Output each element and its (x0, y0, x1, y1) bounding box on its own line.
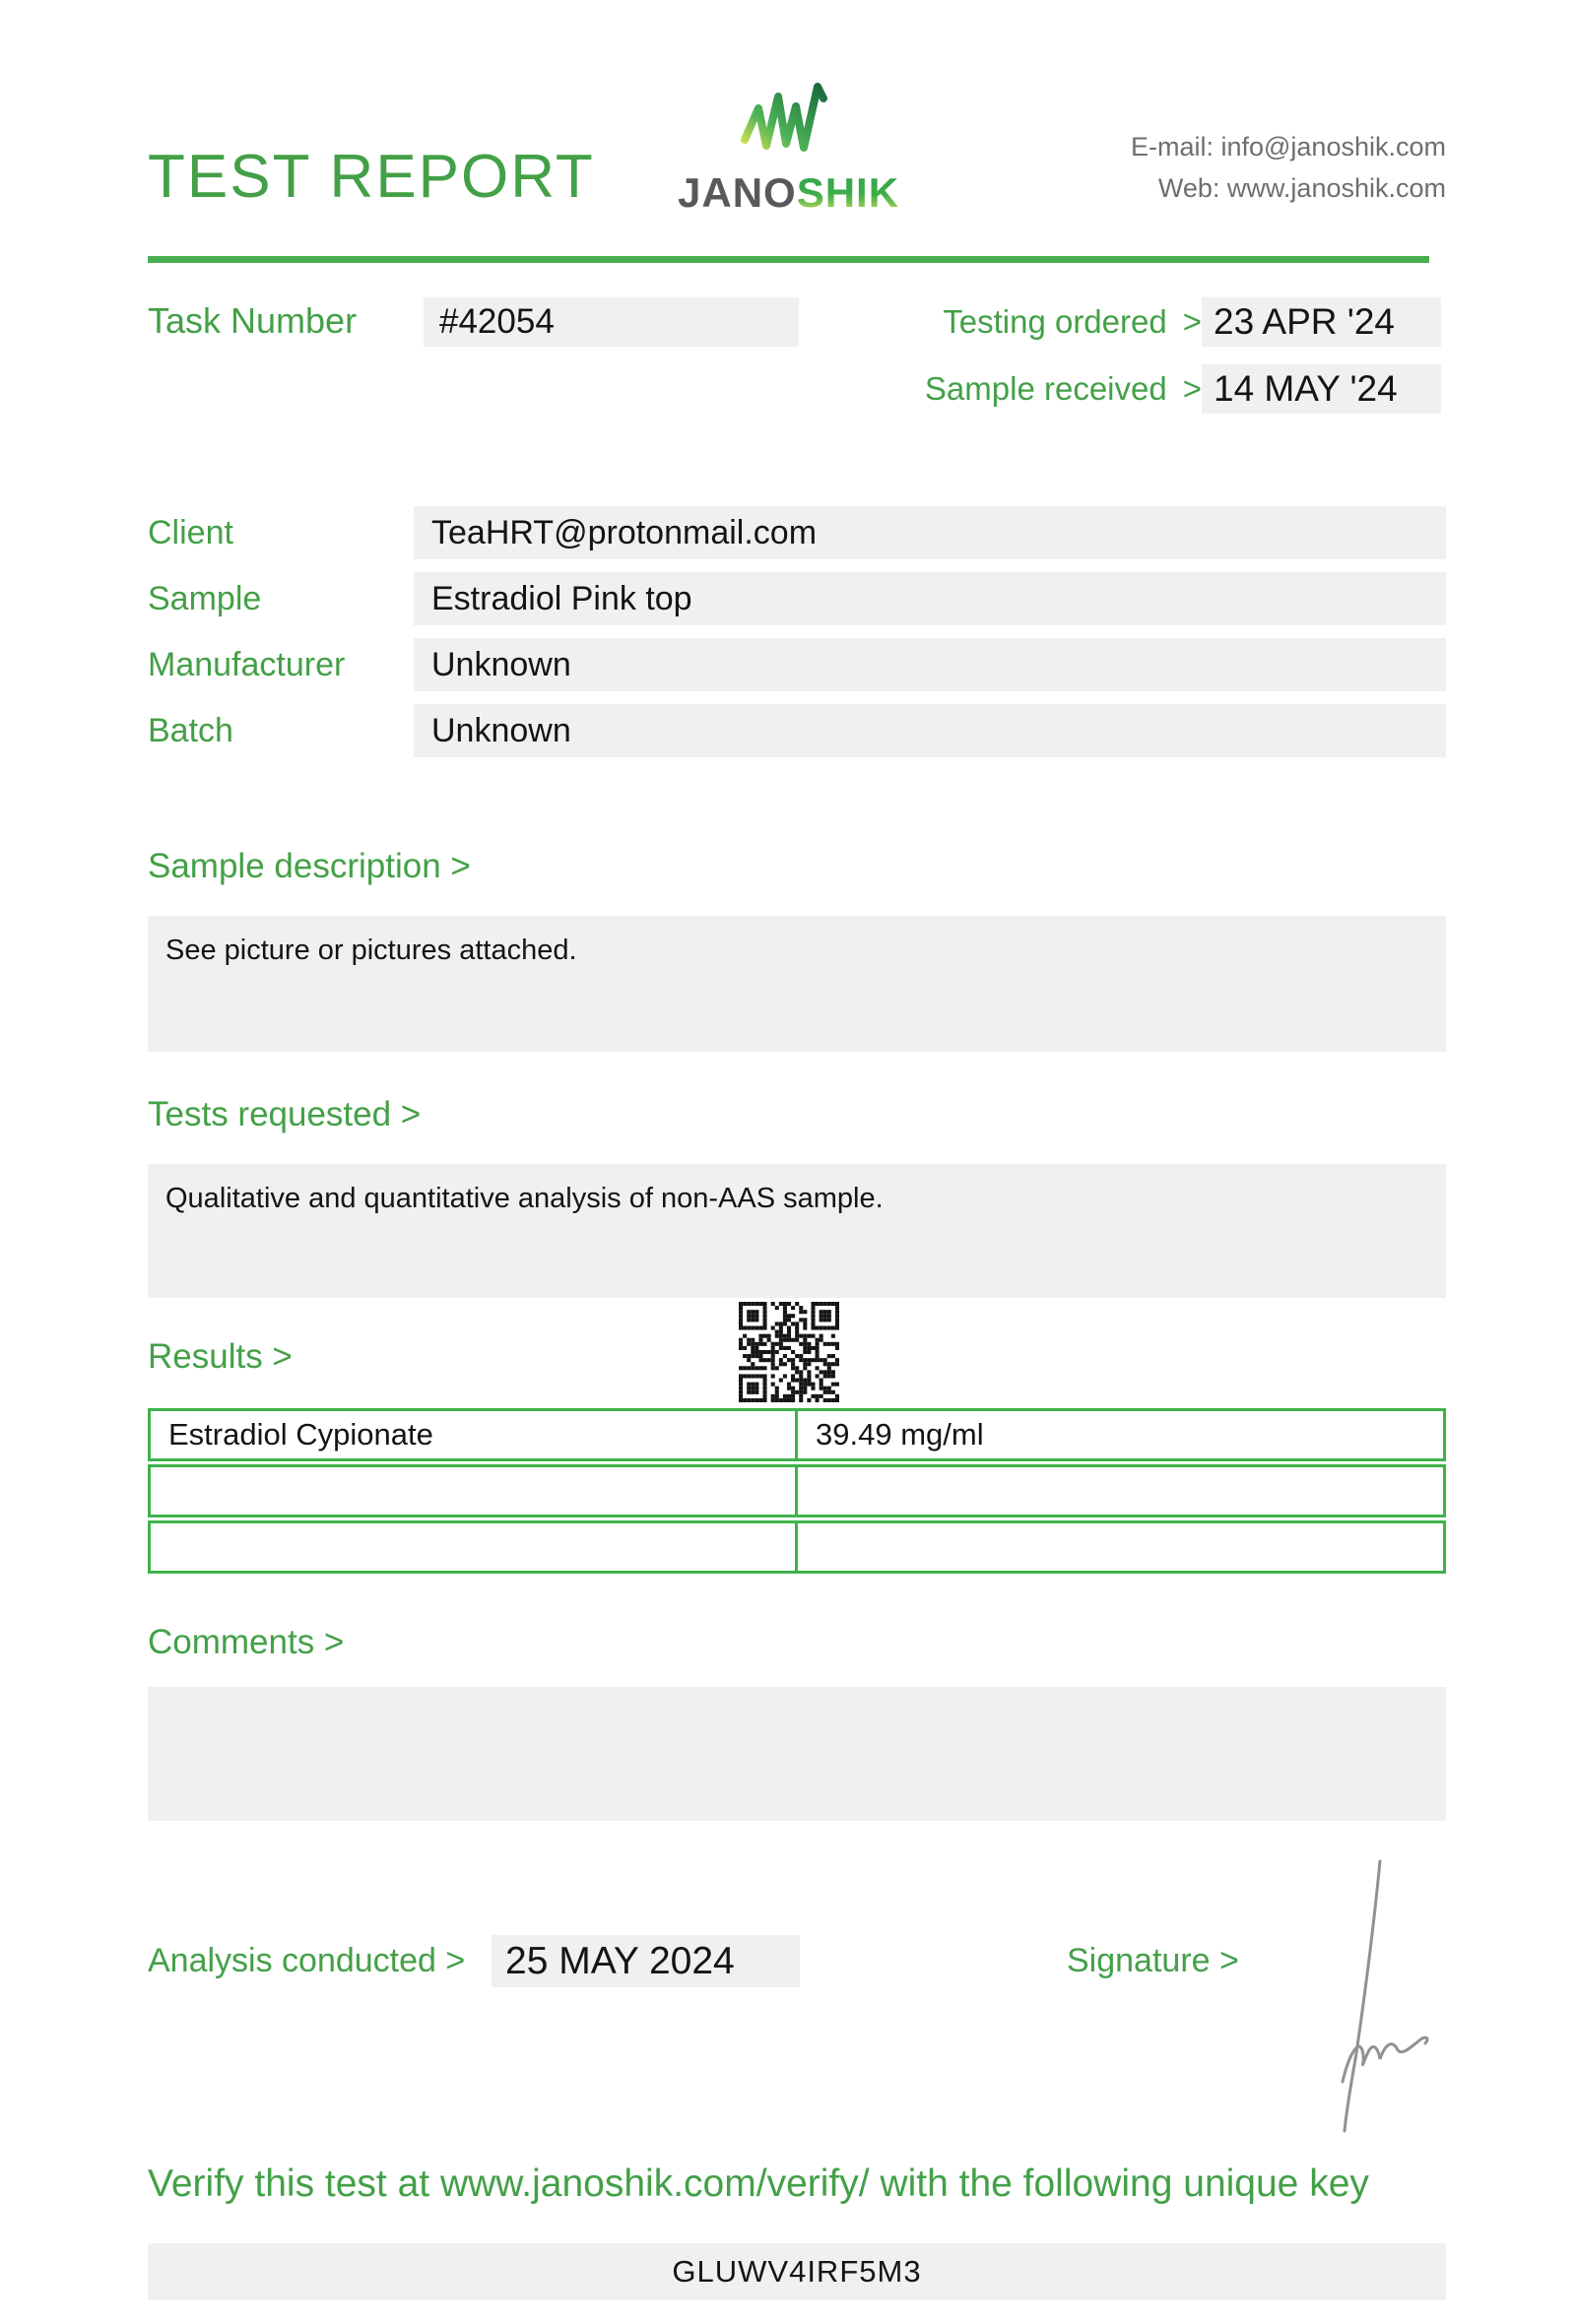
signature-label: Signature > (1067, 1942, 1239, 1979)
tests-requested-box: Qualitative and quantitative analysis of non-AAS sample. (148, 1164, 1446, 1298)
contact-email: E-mail: info@janoshik.com (1130, 132, 1446, 161)
task-number-value: #42054 (424, 297, 799, 347)
testing-ordered-text: Testing ordered (943, 303, 1167, 340)
substance-cell (151, 1467, 798, 1515)
batch-label: Batch (148, 712, 233, 749)
result-cell (798, 1467, 1443, 1515)
arrow-glyph: > (1182, 303, 1202, 340)
client-value: TeaHRT@protonmail.com (414, 506, 1446, 559)
sample-received-label (818, 364, 1202, 414)
comments-heading: Comments > (148, 1623, 345, 1661)
qr-code-icon (739, 1302, 839, 1402)
tests-requested-heading: Tests requested > (148, 1095, 422, 1133)
result-row (148, 1464, 1446, 1517)
contact-web: Web: www.janoshik.com (1157, 173, 1446, 203)
signature-image (1315, 1853, 1453, 2134)
sample-label: Sample (148, 580, 262, 617)
header-divider (148, 256, 1429, 263)
client-label: Client (148, 514, 233, 551)
sample-value: Estradiol Pink top (414, 572, 1446, 625)
testing-ordered-value: 23 APR '24 (1202, 297, 1441, 347)
result-cell: 39.49 mg/ml (816, 1417, 984, 1452)
brand-name (678, 169, 898, 217)
sample-description-box: See picture or pictures attached. (148, 916, 1446, 1052)
brand-name-shik: SHIK (796, 169, 900, 216)
sample-received-value: 14 MAY '24 (1202, 364, 1441, 414)
results-heading: Results > (148, 1337, 293, 1376)
unique-key-value: GLUWV4IRF5M3 (148, 2243, 1446, 2300)
growth-chart-icon (739, 79, 835, 163)
sample-received-text: Sample received (924, 370, 1167, 407)
task-number-label: Task Number (148, 300, 358, 341)
result-row (148, 1408, 1446, 1461)
page-title: TEST REPORT (148, 143, 595, 211)
analysis-conducted-label: Analysis conducted > (148, 1942, 466, 1979)
substance-cell (151, 1523, 798, 1571)
result-cell (798, 1523, 1443, 1571)
analysis-date-value: 25 MAY 2024 (492, 1935, 800, 1987)
comments-box (148, 1687, 1446, 1821)
verify-heading: Verify this test at www.janoshik.com/verify/ with the following unique key (148, 2163, 1369, 2205)
manufacturer-label: Manufacturer (148, 646, 346, 683)
batch-value: Unknown (414, 704, 1446, 757)
arrow-glyph: > (1182, 370, 1202, 407)
testing-ordered-label (818, 297, 1202, 347)
brand-name-jano: JANO (678, 169, 797, 216)
contact-block (1131, 126, 1446, 209)
sample-description-heading: Sample description > (148, 847, 471, 885)
substance-cell: Estradiol Cypionate (151, 1411, 798, 1458)
result-row (148, 1520, 1446, 1574)
manufacturer-value: Unknown (414, 638, 1446, 691)
